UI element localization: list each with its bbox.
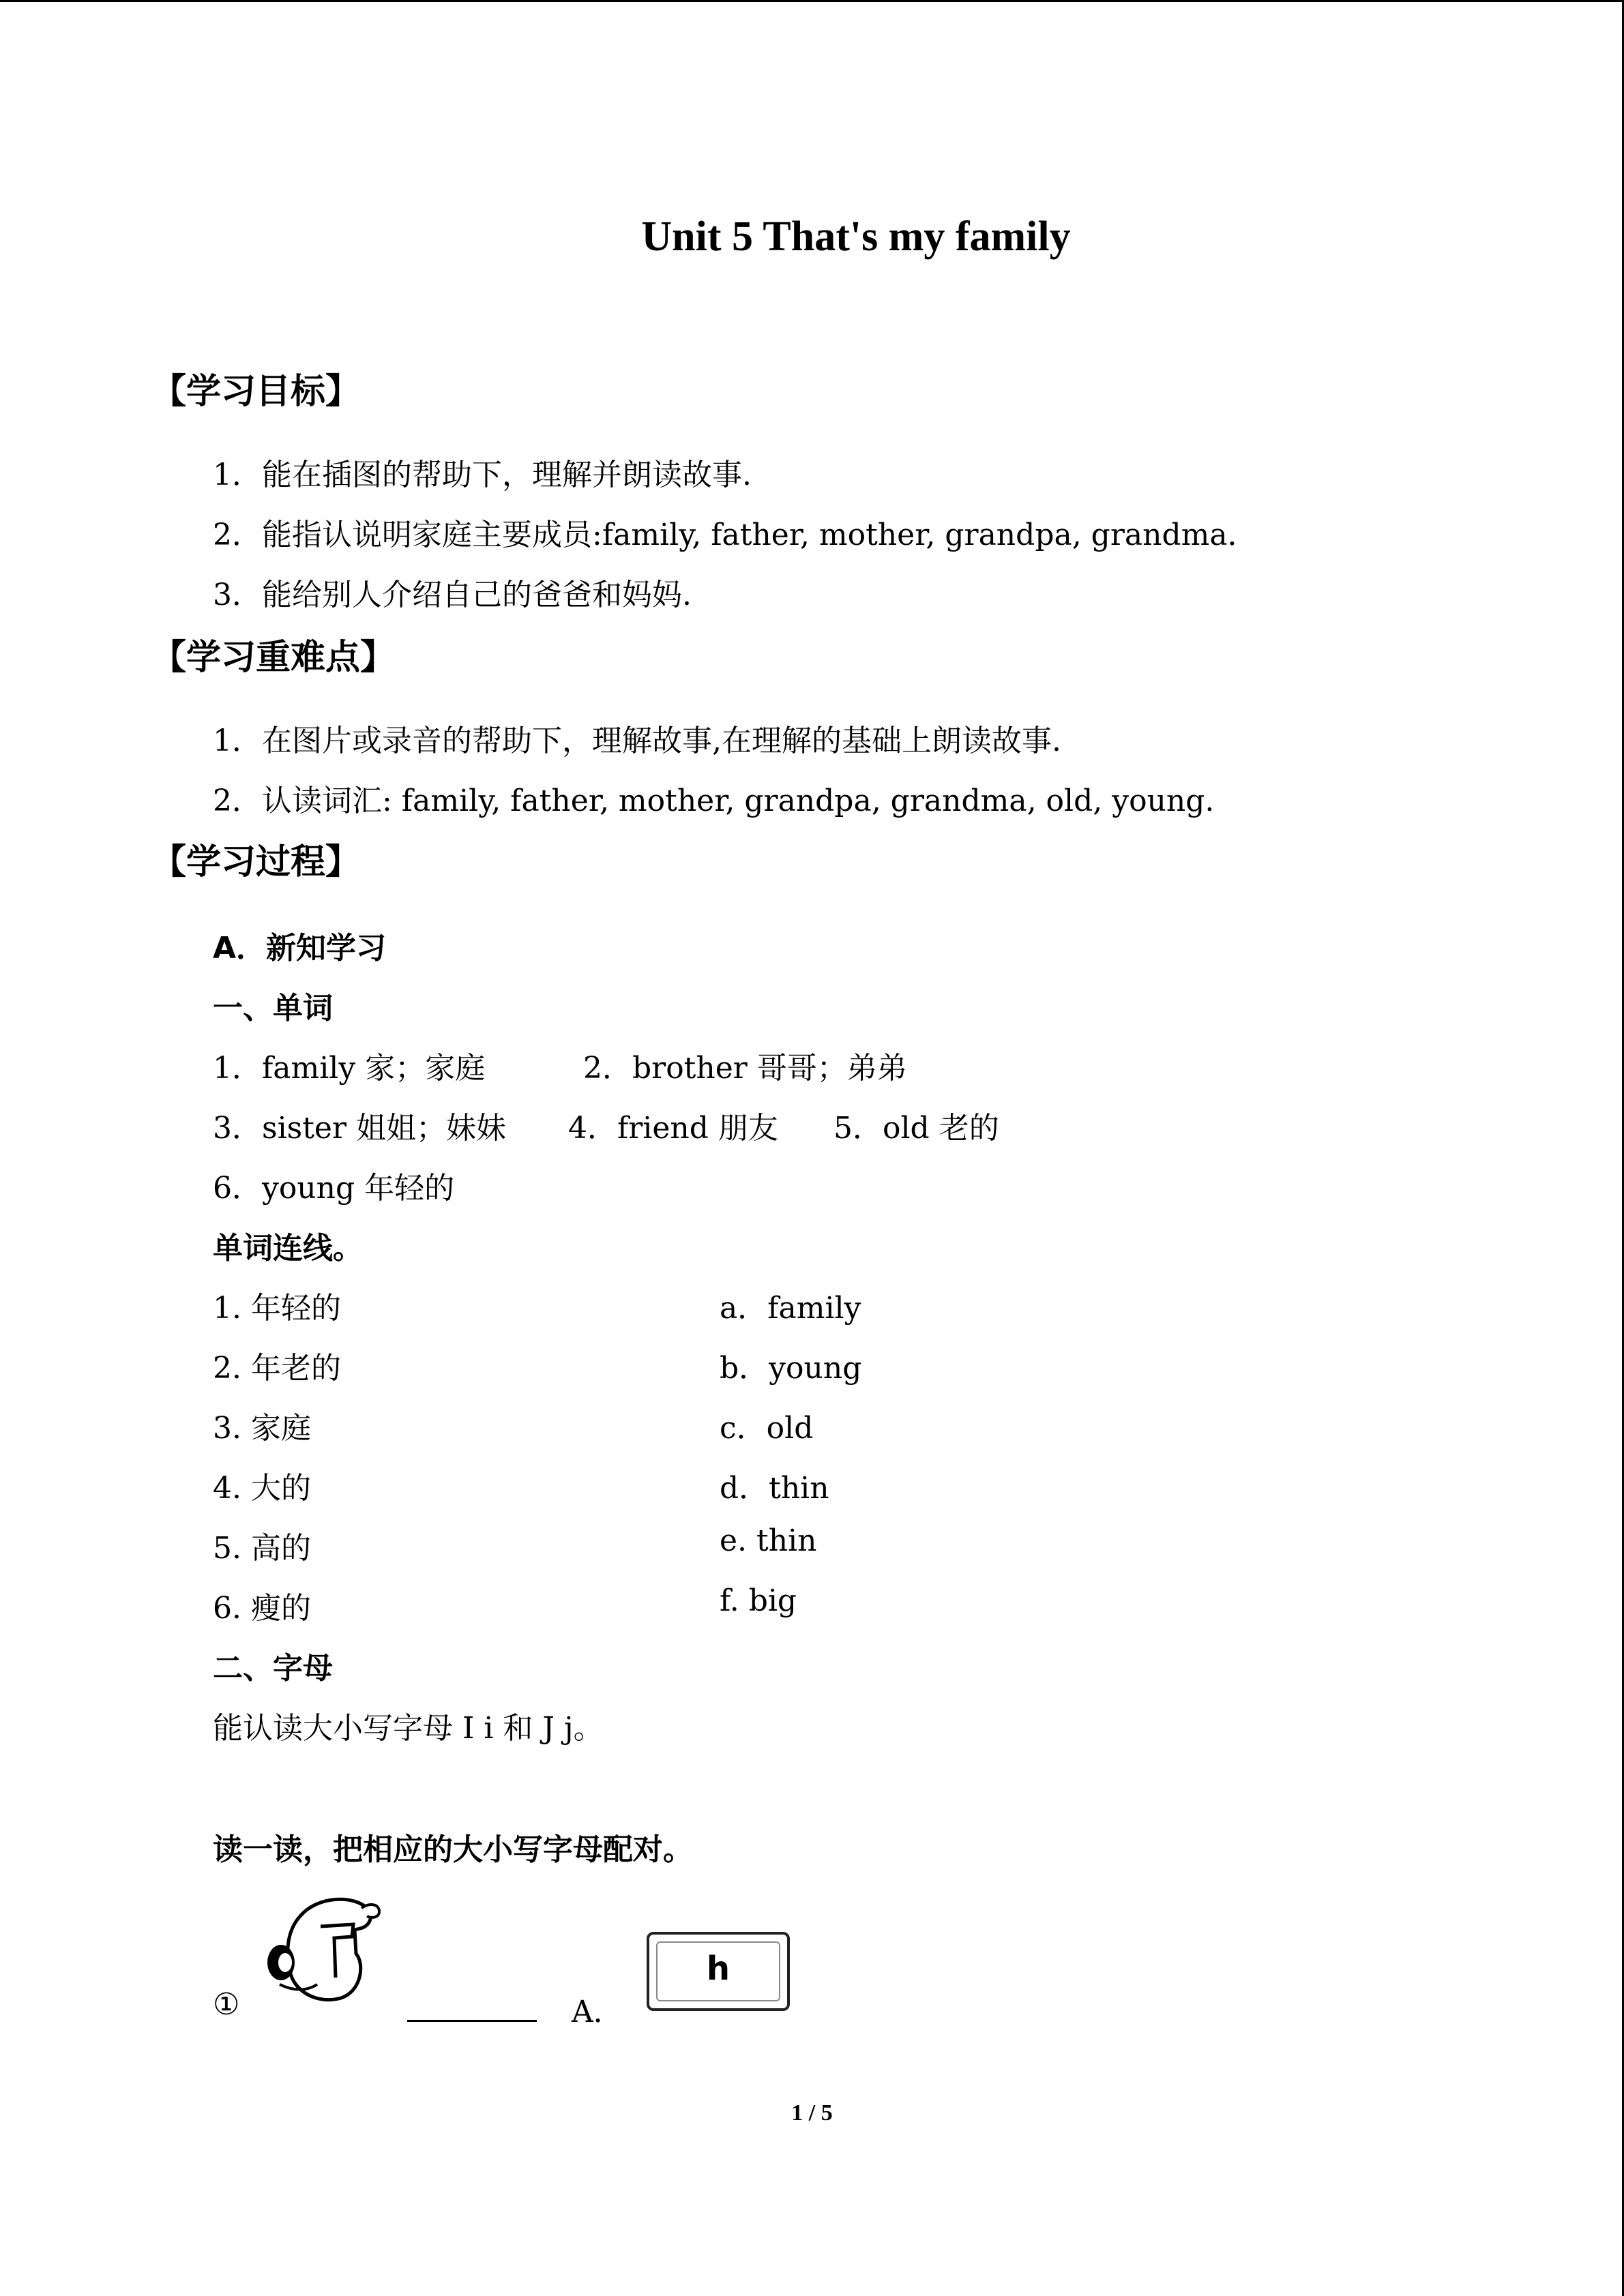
cartoon-letter-illustration [252, 1889, 389, 2012]
matching-heading: 单词连线。 [213, 1231, 363, 1266]
vocab-item: 1．family 家；家庭 [213, 1051, 486, 1086]
process-heading: 【学习过程】 [151, 842, 361, 882]
page-title: Unit 5 That's my family [641, 213, 1071, 260]
matching-left-item: 1. 年轻的 [213, 1291, 341, 1326]
key-points-heading: 【学习重难点】 [151, 638, 396, 678]
vocab-item: 5．old 老的 [833, 1111, 999, 1146]
page-number: 1 / 5 [791, 2100, 833, 2126]
vocab-item: 6．young 年轻的 [213, 1171, 455, 1206]
matching-left-item: 2. 年老的 [213, 1351, 341, 1386]
letters-heading: 二、字母 [213, 1651, 333, 1686]
matching-right-item: b．young [720, 1351, 862, 1386]
matching-left-item: 3. 家庭 [213, 1411, 311, 1446]
key-point-item: 1．在图片或录音的帮助下，理解故事,在理解的基础上朗读故事. [213, 724, 1061, 758]
option-label: A． [572, 1995, 623, 2029]
matching-right-item: c．old [720, 1411, 814, 1446]
letters-text: 能认读大小写字母 I i 和 J j。 [213, 1711, 604, 1746]
vocab-item: 3．sister 姐姐；妹妹 [213, 1111, 506, 1146]
letter-card [647, 1932, 790, 2011]
words-heading: 一、单词 [213, 991, 333, 1026]
matching-right-item: e. thin [720, 1523, 817, 1558]
vocab-item: 4．friend 朋友 [568, 1111, 778, 1146]
key-point-item: 2．认读词汇: family, father, mother, grandpa, grandma, old, young. [213, 784, 1215, 818]
matching-right-item: a．family [720, 1291, 861, 1326]
exercise-number: ① [213, 1987, 240, 2022]
top-border [0, 0, 1624, 2]
vocab-item: 2．brother 哥哥；弟弟 [583, 1051, 907, 1086]
objectives-heading: 【学习目标】 [151, 372, 361, 412]
answer-blank[interactable] [407, 1987, 537, 2022]
objective-item: 2．能指认说明家庭主要成员:family, father, mother, grandpa, grandma． [213, 518, 1258, 552]
matching-right-item: f. big [720, 1583, 797, 1618]
part-a-heading: A．新知学习 [213, 931, 387, 966]
matching-left-item: 4. 大的 [213, 1471, 311, 1506]
objective-item: 1．能在插图的帮助下，理解并朗读故事. [213, 458, 752, 492]
objective-item: 3．能给别人介绍自己的爸爸和妈妈. [213, 578, 692, 612]
matching-left-item: 6. 瘦的 [213, 1591, 311, 1626]
letter-card-letter: h [706, 1950, 730, 1988]
matching-left-item: 5. 高的 [213, 1531, 311, 1566]
matching-right-item: d．thin [720, 1471, 829, 1506]
pair-instruction: 读一读，把相应的大小写字母配对。 [213, 1832, 693, 1867]
